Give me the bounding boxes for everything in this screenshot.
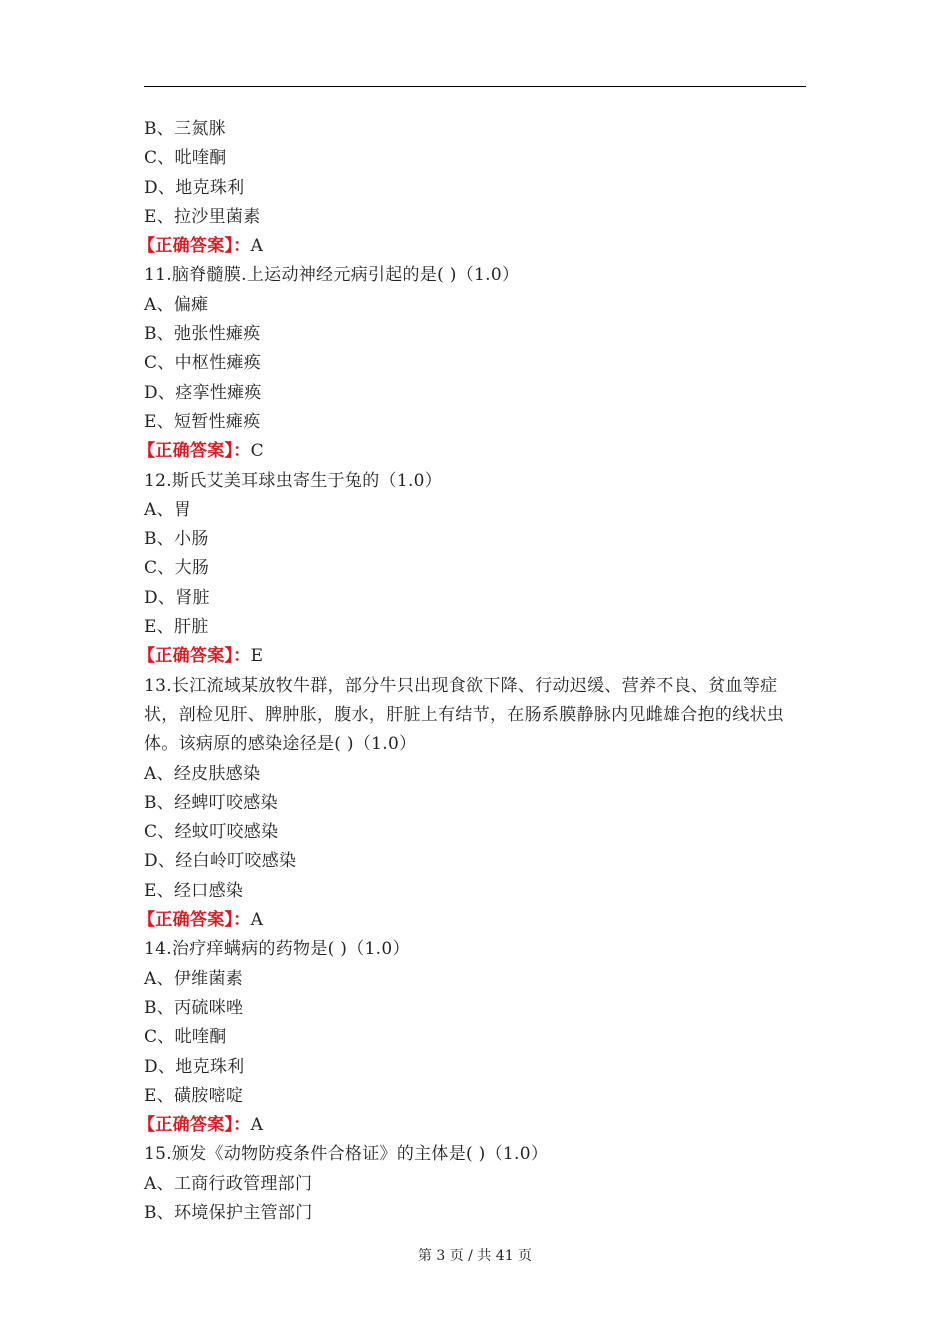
option-text: B、环境保护主管部门 <box>144 1202 313 1223</box>
answer-value: A <box>250 910 264 931</box>
answer-line <box>138 437 806 466</box>
option-text: E、肝脏 <box>144 617 209 638</box>
question-text: 13.长江流域某放牧牛群，部分牛只出现食欲下降、行动迟缓、营养不良、贫血等症状，剖检见肝、脾肿胀，腹水，肝脏上有结节，在肠系膜静脉内见雌雄合抱的线状虫体。该病原的感染途径是( )（1.0） <box>144 675 785 755</box>
option-text: C、大肠 <box>144 558 210 579</box>
answer-value: A <box>250 236 264 257</box>
option-text: D、地克珠利 <box>144 1056 245 1077</box>
option-text: D、痉挛性瘫痪 <box>144 382 262 403</box>
option-text: E、磺胺嘧啶 <box>144 1085 244 1106</box>
answer-value: C <box>250 441 264 462</box>
question-text: 12.斯氏艾美耳球虫寄生于兔的（1.0） <box>144 470 443 491</box>
answer-line <box>138 642 806 671</box>
question-text: 15.颁发《动物防疫条件合格证》的主体是( )（1.0） <box>144 1144 549 1165</box>
answer-value: E <box>250 646 264 667</box>
option-text: A、胃 <box>144 499 192 520</box>
option-text: D、地克珠利 <box>144 177 245 198</box>
option-text: B、弛张性瘫痪 <box>144 324 261 345</box>
option-text: C、吡喹酮 <box>144 1027 227 1048</box>
option-text: B、经蜱叮咬感染 <box>144 792 278 813</box>
option-text: D、肾脏 <box>144 587 210 608</box>
option-text: D、经白岭叮咬感染 <box>144 851 297 872</box>
answer-line <box>138 1111 806 1140</box>
page-footer: 第 3 页 / 共 41 页 <box>417 1248 533 1264</box>
option-text: C、经蚊叮咬感染 <box>144 822 279 843</box>
answer-label: 【正确答案】： <box>138 910 251 931</box>
option-text: C、中枢性瘫痪 <box>144 353 262 374</box>
answer-label: 【正确答案】： <box>138 441 251 462</box>
document-body <box>138 115 806 1228</box>
option-text: A、经皮肤感染 <box>144 763 261 784</box>
option-text: A、偏瘫 <box>144 294 209 315</box>
option-text: A、伊维菌素 <box>144 968 244 989</box>
question-text: 11.脑脊髓膜.上运动神经元病引起的是( )（1.0） <box>144 265 520 286</box>
question-text: 14.治疗痒螨病的药物是( )（1.0） <box>144 939 410 960</box>
answer-value: A <box>250 1115 264 1136</box>
option-text: A、工商行政管理部门 <box>144 1173 313 1194</box>
option-text: B、丙硫咪唑 <box>144 997 244 1018</box>
option-text: E、经口感染 <box>144 880 244 901</box>
option-text: C、吡喹酮 <box>144 148 227 169</box>
answer-line <box>138 232 806 261</box>
option-text: E、短暂性瘫痪 <box>144 411 261 432</box>
header-rule <box>144 86 806 87</box>
option-text: E、拉沙里菌素 <box>144 206 261 227</box>
option-text: B、三氮脒 <box>144 119 226 139</box>
answer-line <box>138 906 806 935</box>
option-text: B、小肠 <box>144 529 209 550</box>
answer-label: 【正确答案】： <box>138 646 251 667</box>
answer-label: 【正确答案】： <box>138 1115 251 1136</box>
answer-label: 【正确答案】： <box>138 236 251 257</box>
